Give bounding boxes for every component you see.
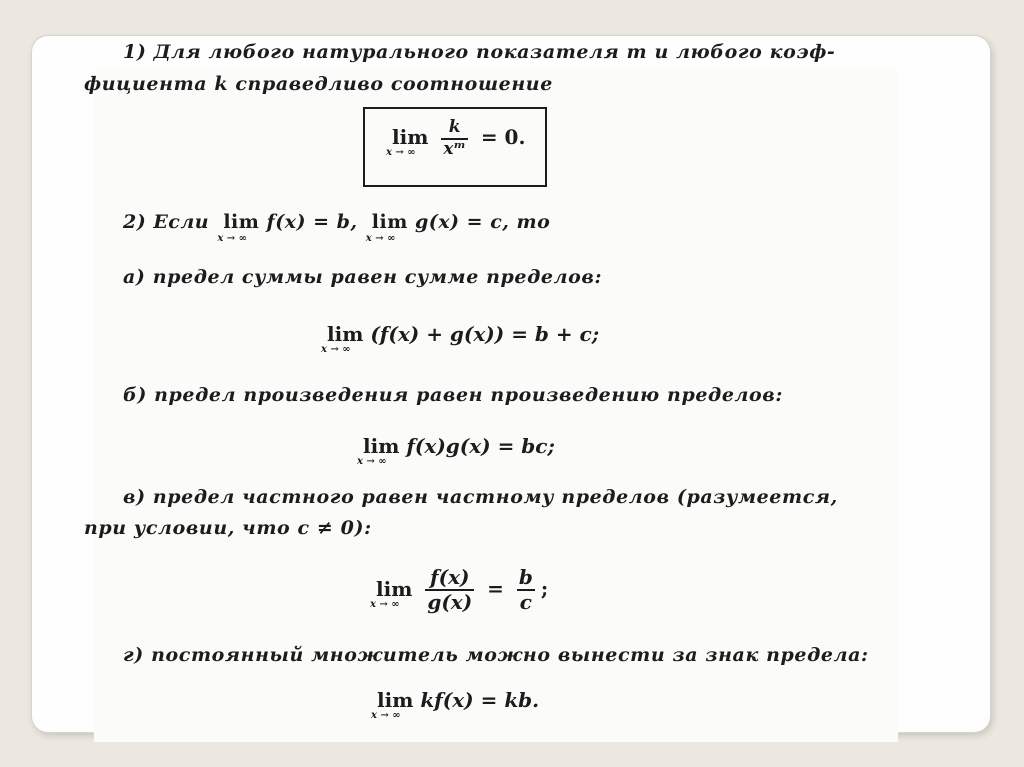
result-denominator: c [519, 590, 532, 614]
formula-1 [386, 117, 526, 159]
fraction-numerator: k [441, 118, 468, 140]
lim-subscript: x → ∞ [321, 344, 351, 355]
formula-b [357, 434, 555, 467]
formula-c-eq: = [487, 576, 504, 601]
lim-subscript: x → ∞ [217, 233, 247, 244]
lim-label: lim [327, 322, 364, 346]
fraction-denominator: xᵐ [443, 138, 466, 159]
lim-label: lim [377, 688, 414, 712]
lim-subscript: x → ∞ [365, 233, 396, 244]
formula-d-expr: kf(x) = kb. [420, 688, 540, 712]
formula-c-tail: ; [540, 576, 549, 601]
lim-label: lim [223, 211, 260, 233]
item2-lim1-expr: f(x) = b, [266, 211, 358, 233]
part-b-label: б) предел произведения равен произведению пределов: [123, 384, 783, 406]
item2-prefix: 2) Если [123, 211, 210, 233]
part-a-label: а) предел суммы равен сумме пределов: [123, 266, 603, 288]
lim-label: lim [392, 125, 429, 150]
fraction-denominator: g(x) [427, 590, 473, 614]
item1-line2: фициента k справедливо соотношение [84, 73, 553, 95]
item2-lim2-expr: g(x) = c, то [414, 211, 551, 233]
fraction [441, 118, 468, 159]
lim-label: lim [376, 576, 413, 601]
result-numerator: b [518, 565, 533, 589]
formula-d [371, 688, 540, 721]
item2-line [123, 211, 551, 244]
lim-subscript: x → ∞ [386, 147, 416, 159]
lim-subscript: x → ∞ [371, 710, 401, 721]
formula-rhs: = 0. [480, 125, 526, 150]
item1-line1: 1) Для любого натурального показателя m и любого коэф- [123, 41, 836, 63]
part-c-line1: в) предел частного равен частному пределов (разумеется, [123, 486, 838, 508]
formula-a [321, 322, 600, 355]
formula-a-expr: (f(x) + g(x)) = b + c; [370, 322, 600, 346]
formula-b-expr: f(x)g(x) = bc; [406, 434, 555, 458]
part-d-label: г) постоянный множитель можно вынести за знак предела: [123, 644, 869, 666]
fraction-numerator: f(x) [425, 566, 474, 591]
lim-subscript: x → ∞ [370, 598, 400, 610]
result-fraction [517, 566, 535, 614]
lim-subscript: x → ∞ [357, 456, 387, 467]
lim-label: lim [363, 434, 400, 458]
lim-label: lim [371, 211, 408, 233]
fraction [425, 566, 474, 614]
part-c-line2: при условии, что c ≠ 0): [84, 517, 372, 539]
formula-c [370, 565, 549, 614]
